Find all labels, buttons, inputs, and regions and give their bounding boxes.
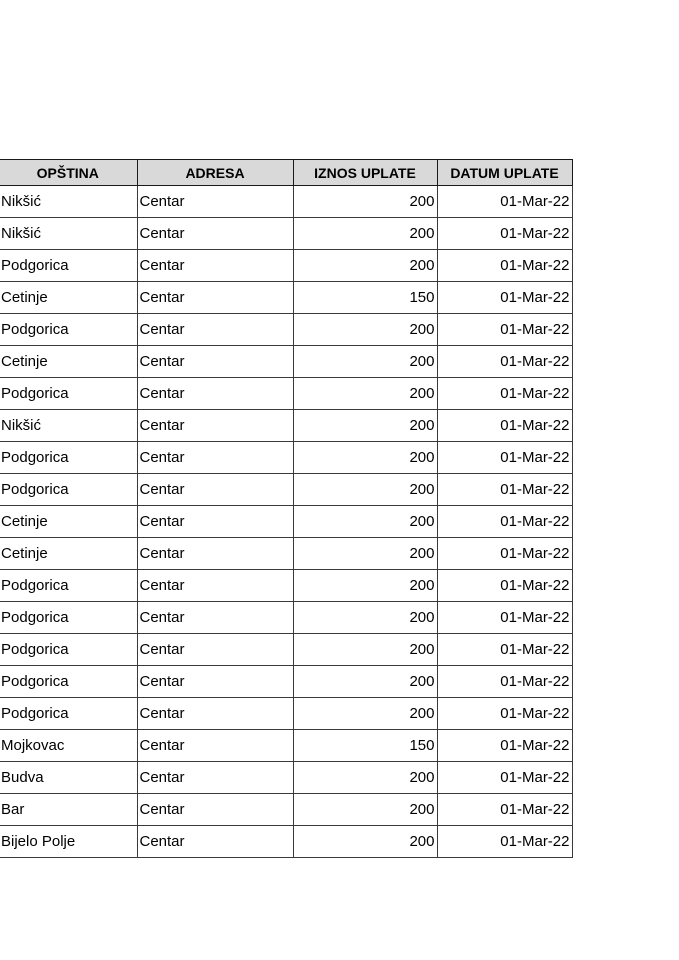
cell-adresa: Centar — [137, 250, 293, 282]
cell-opstina: Bar — [0, 794, 137, 826]
table-row — [0, 826, 572, 858]
table-row — [0, 346, 572, 378]
cell-datum-uplate: 01-Mar-22 — [437, 218, 572, 250]
cell-iznos-uplate: 200 — [293, 218, 437, 250]
header-iznos-uplate: IZNOS UPLATE — [293, 160, 437, 186]
cell-adresa: Centar — [137, 474, 293, 506]
cell-adresa: Centar — [137, 730, 293, 762]
payments-table — [0, 159, 573, 858]
cell-iznos-uplate: 200 — [293, 794, 437, 826]
cell-adresa: Centar — [137, 826, 293, 858]
table-row — [0, 570, 572, 602]
cell-datum-uplate: 01-Mar-22 — [437, 378, 572, 410]
cell-datum-uplate: 01-Mar-22 — [437, 666, 572, 698]
cell-adresa: Centar — [137, 346, 293, 378]
table-row — [0, 186, 572, 218]
cell-iznos-uplate: 150 — [293, 282, 437, 314]
cell-adresa: Centar — [137, 794, 293, 826]
cell-iznos-uplate: 200 — [293, 698, 437, 730]
cell-iznos-uplate: 200 — [293, 314, 437, 346]
cell-iznos-uplate: 200 — [293, 346, 437, 378]
table-row — [0, 378, 572, 410]
cell-adresa: Centar — [137, 314, 293, 346]
cell-adresa: Centar — [137, 378, 293, 410]
cell-opstina: Cetinje — [0, 282, 137, 314]
table-row — [0, 314, 572, 346]
cell-iznos-uplate: 200 — [293, 634, 437, 666]
cell-datum-uplate: 01-Mar-22 — [437, 698, 572, 730]
table-row — [0, 762, 572, 794]
cell-iznos-uplate: 200 — [293, 570, 437, 602]
cell-datum-uplate: 01-Mar-22 — [437, 826, 572, 858]
cell-iznos-uplate: 200 — [293, 410, 437, 442]
table-row — [0, 282, 572, 314]
payments-sheet — [0, 159, 573, 858]
cell-adresa: Centar — [137, 506, 293, 538]
table-body — [0, 186, 572, 858]
cell-opstina: Podgorica — [0, 666, 137, 698]
cell-adresa: Centar — [137, 186, 293, 218]
cell-opstina: Podgorica — [0, 378, 137, 410]
cell-opstina: Podgorica — [0, 698, 137, 730]
cell-opstina: Nikšić — [0, 218, 137, 250]
cell-iznos-uplate: 200 — [293, 826, 437, 858]
cell-datum-uplate: 01-Mar-22 — [437, 314, 572, 346]
cell-iznos-uplate: 200 — [293, 378, 437, 410]
cell-adresa: Centar — [137, 410, 293, 442]
cell-iznos-uplate: 200 — [293, 442, 437, 474]
cell-opstina: Podgorica — [0, 250, 137, 282]
cell-datum-uplate: 01-Mar-22 — [437, 250, 572, 282]
header-datum-uplate: DATUM UPLATE — [437, 160, 572, 186]
cell-iznos-uplate: 200 — [293, 250, 437, 282]
cell-iznos-uplate: 200 — [293, 538, 437, 570]
cell-datum-uplate: 01-Mar-22 — [437, 442, 572, 474]
cell-opstina: Podgorica — [0, 602, 137, 634]
cell-iznos-uplate: 200 — [293, 186, 437, 218]
table-row — [0, 602, 572, 634]
cell-iznos-uplate: 200 — [293, 762, 437, 794]
cell-iznos-uplate: 200 — [293, 474, 437, 506]
table-row — [0, 250, 572, 282]
cell-iznos-uplate: 200 — [293, 666, 437, 698]
cell-opstina: Cetinje — [0, 506, 137, 538]
cell-opstina: Podgorica — [0, 442, 137, 474]
cell-datum-uplate: 01-Mar-22 — [437, 762, 572, 794]
cell-adresa: Centar — [137, 634, 293, 666]
cell-adresa: Centar — [137, 218, 293, 250]
table-row — [0, 634, 572, 666]
cell-opstina: Podgorica — [0, 314, 137, 346]
cell-adresa: Centar — [137, 602, 293, 634]
cell-opstina: Nikšić — [0, 186, 137, 218]
cell-adresa: Centar — [137, 442, 293, 474]
table-row — [0, 538, 572, 570]
cell-datum-uplate: 01-Mar-22 — [437, 506, 572, 538]
cell-datum-uplate: 01-Mar-22 — [437, 346, 572, 378]
cell-adresa: Centar — [137, 762, 293, 794]
cell-adresa: Centar — [137, 570, 293, 602]
cell-opstina: Bijelo Polje — [0, 826, 137, 858]
cell-opstina: Podgorica — [0, 634, 137, 666]
cell-datum-uplate: 01-Mar-22 — [437, 794, 572, 826]
cell-adresa: Centar — [137, 666, 293, 698]
cell-datum-uplate: 01-Mar-22 — [437, 186, 572, 218]
cell-datum-uplate: 01-Mar-22 — [437, 570, 572, 602]
cell-iznos-uplate: 150 — [293, 730, 437, 762]
cell-iznos-uplate: 200 — [293, 602, 437, 634]
cell-adresa: Centar — [137, 538, 293, 570]
table-row — [0, 442, 572, 474]
header-opstina: OPŠTINA — [0, 160, 137, 186]
header-adresa: ADRESA — [137, 160, 293, 186]
table-row — [0, 730, 572, 762]
cell-iznos-uplate: 200 — [293, 506, 437, 538]
cell-datum-uplate: 01-Mar-22 — [437, 634, 572, 666]
cell-datum-uplate: 01-Mar-22 — [437, 474, 572, 506]
cell-opstina: Nikšić — [0, 410, 137, 442]
table-row — [0, 794, 572, 826]
table-row — [0, 474, 572, 506]
cell-datum-uplate: 01-Mar-22 — [437, 410, 572, 442]
cell-opstina: Mojkovac — [0, 730, 137, 762]
cell-datum-uplate: 01-Mar-22 — [437, 282, 572, 314]
table-row — [0, 506, 572, 538]
cell-opstina: Podgorica — [0, 570, 137, 602]
cell-datum-uplate: 01-Mar-22 — [437, 538, 572, 570]
cell-opstina: Cetinje — [0, 538, 137, 570]
table-row — [0, 698, 572, 730]
cell-adresa: Centar — [137, 698, 293, 730]
table-row — [0, 410, 572, 442]
table-row — [0, 666, 572, 698]
cell-datum-uplate: 01-Mar-22 — [437, 602, 572, 634]
header-row — [0, 160, 572, 186]
cell-opstina: Budva — [0, 762, 137, 794]
cell-datum-uplate: 01-Mar-22 — [437, 730, 572, 762]
cell-opstina: Cetinje — [0, 346, 137, 378]
cell-opstina: Podgorica — [0, 474, 137, 506]
table-row — [0, 218, 572, 250]
cell-adresa: Centar — [137, 282, 293, 314]
